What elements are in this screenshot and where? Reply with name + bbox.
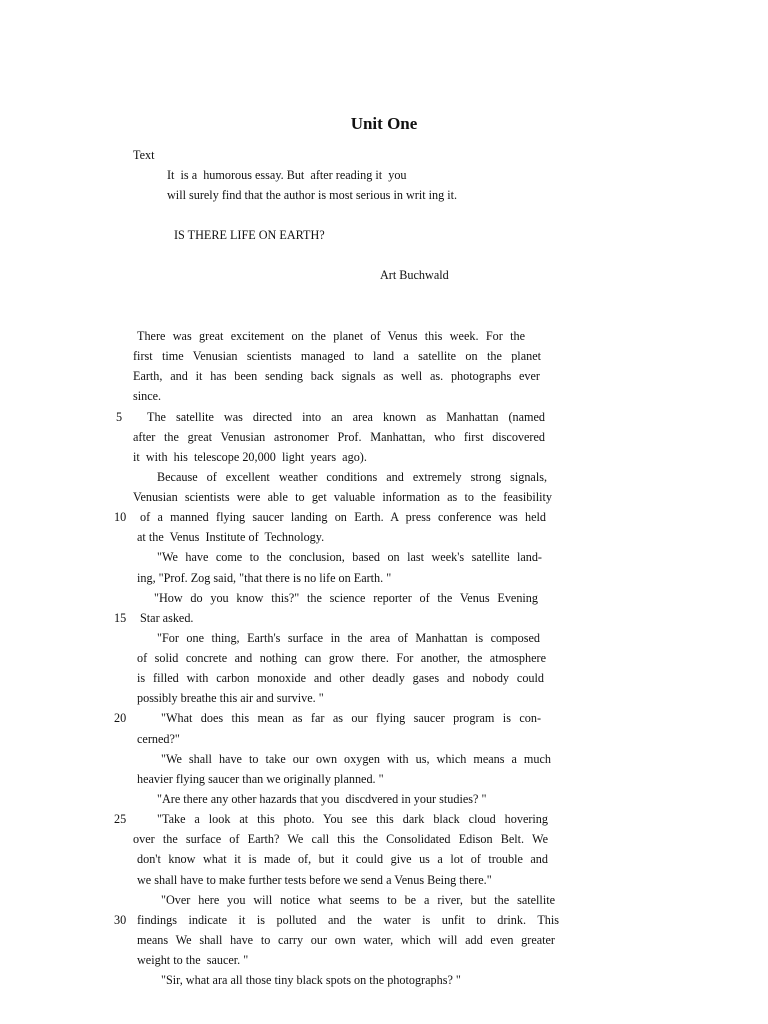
essay-line: weight to the saucer. " (137, 953, 249, 967)
essay-line: at the Venus Institute of Technology. (137, 530, 325, 544)
essay-line: There was great excitement on the planet of Venus this week. For the (137, 329, 525, 343)
line-number: 30 (114, 913, 127, 927)
essay-line: since. (133, 389, 162, 403)
essay-line: it with his telescope 20,000 light years ago). (133, 450, 367, 464)
essay-title: IS THERE LIFE ON EARTH? (174, 228, 325, 242)
essay-line: don't know what it is made of, but it could give us a lot of trouble and (137, 852, 548, 866)
line-number: 25 (114, 812, 127, 826)
essay-line: Venusian scientists were able to get valuable information as to the feasibility (133, 490, 552, 504)
intro-line: It is a humorous essay. But after reading it you (167, 168, 407, 182)
line-number: 15 (114, 611, 127, 625)
essay-line: findings indicate it is polluted and the water is unfit to drink. This (137, 913, 559, 927)
unit-title: Unit One (350, 114, 418, 133)
line-number: 10 (114, 510, 127, 524)
essay-line: is filled with carbon monoxide and other deadly gases and nobody could (137, 671, 544, 685)
essay-line: after the great Venusian astronomer Prof. Manhattan, who first discovered (133, 430, 545, 444)
section-label: Text (133, 148, 155, 162)
line-number: 5 (116, 410, 123, 424)
essay-line: heavier flying saucer than we originally planned. " (137, 772, 384, 786)
essay-line: possibly breathe this air and survive. " (137, 691, 324, 705)
essay-author: Art Buchwald (380, 268, 449, 282)
essay-line: means We shall have to carry our own water, which will add even greater (137, 933, 555, 947)
essay-line: Because of excellent weather conditions and extremely strong signals, (157, 470, 547, 484)
essay-line: "Sir, what ara all those tiny black spots on the photographs? " (161, 973, 461, 987)
essay-line: of solid concrete and nothing can grow there. For another, the atmosphere (137, 651, 546, 665)
essay-line: "We have come to the conclusion, based on last week's satellite land- (157, 550, 542, 564)
line-number: 20 (114, 711, 127, 725)
essay-line: "Take a look at this photo. You see this dark black cloud hovering (157, 812, 548, 826)
essay-line: Star asked. (140, 611, 194, 625)
essay-line: ing, "Prof. Zog said, "that there is no life on Earth. " (137, 571, 392, 585)
essay-line: Earth, and it has been sending back signals as well as. photographs ever (133, 369, 540, 383)
essay-line: first time Venusian scientists managed to land a satellite on the planet (133, 349, 541, 363)
essay-line: "For one thing, Earth's surface in the area of Manhattan is composed (157, 631, 540, 645)
intro-line: will surely find that the author is most serious in writ ing it. (167, 188, 458, 202)
essay-line: over the surface of Earth? We call this the Consolidated Edison Belt. We (133, 832, 548, 846)
essay-line: "Are there any other hazards that you discdvered in your studies? " (157, 792, 487, 806)
essay-line: "Over here you will notice what seems to be a river, but the satellite (161, 893, 555, 907)
essay-line: we shall have to make further tests before we send a Venus Being there." (137, 873, 492, 887)
essay-line: "How do you know this?" the science reporter of the Venus Evening (154, 591, 538, 605)
essay-line: cerned?" (137, 732, 180, 746)
essay-line: of a manned flying saucer landing on Earth. A press conference was held (140, 510, 546, 524)
essay-line: "What does this mean as far as our flying saucer program is con- (161, 711, 541, 725)
essay-line: The satellite was directed into an area known as Manhattan (named (147, 410, 545, 424)
essay-line: "We shall have to take our own oxygen with us, which means a much (161, 752, 551, 766)
